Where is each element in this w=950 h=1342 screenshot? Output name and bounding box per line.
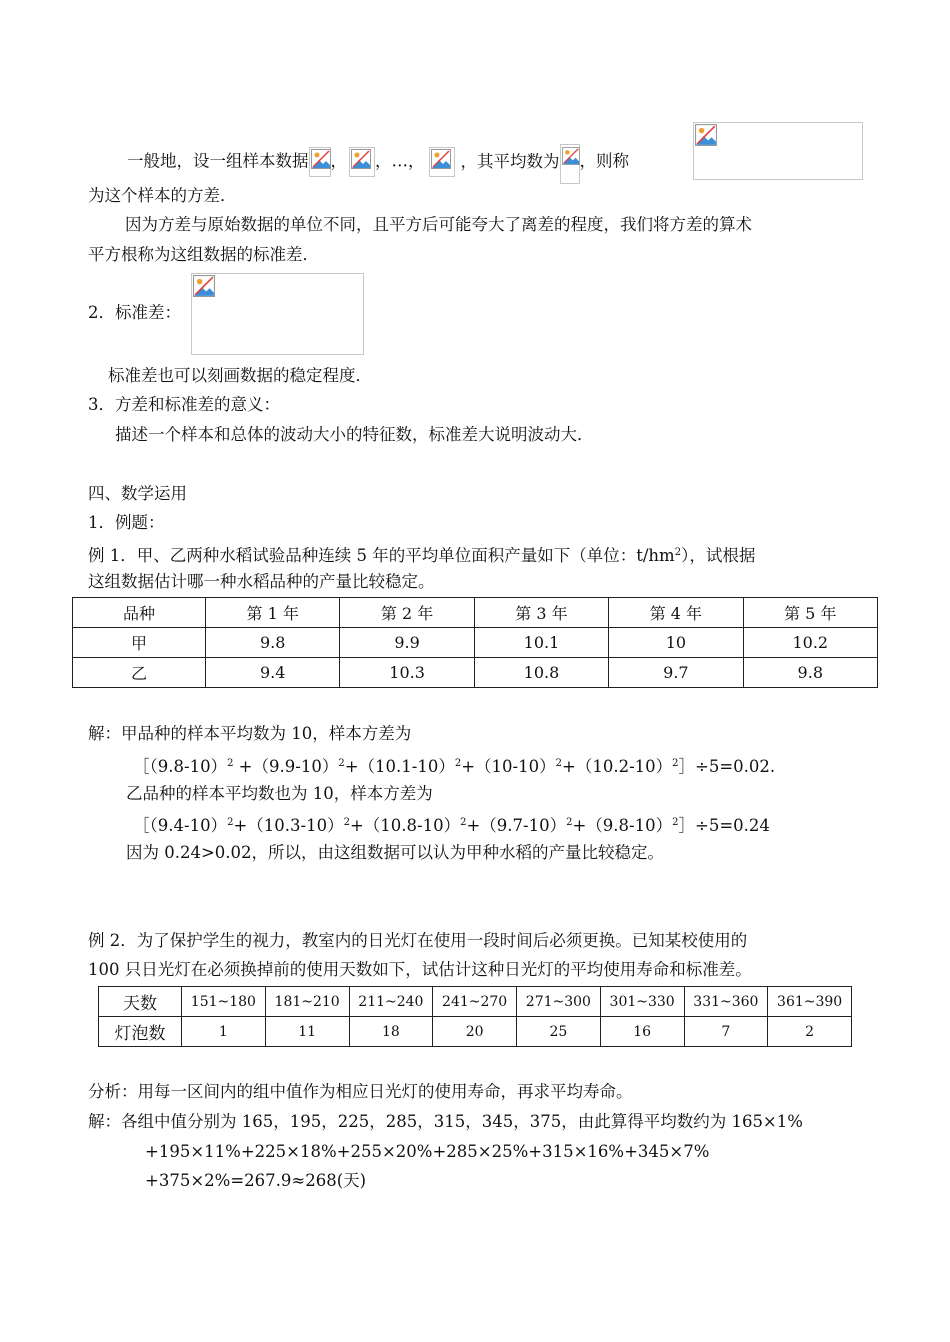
- table-cell: 1: [182, 1017, 266, 1047]
- example2-line-2: 100 只日光灯在必须换掉前的使用天数如下，试估计这种日光灯的平均使用寿命和标准差。: [88, 960, 752, 979]
- broken-image-icon: [695, 124, 717, 146]
- para2-line-1: 因为方差与原始数据的单位不同，且平方后可能夸大了离差的程度，我们将方差的算术: [125, 215, 752, 234]
- broken-image-icon: [560, 144, 580, 184]
- table-row: [73, 658, 878, 688]
- superscript: 2: [338, 758, 345, 769]
- superscript: 2: [566, 817, 573, 828]
- example1-sol-5: 因为 0.24>0.02，所以，由这组数据可以认为甲种水稻的产量比较稳定。: [126, 843, 665, 862]
- table-cell: 20: [433, 1017, 517, 1047]
- example2-analysis: 分析：用每一区间内的组中值作为相应日光灯的使用寿命，再求平均寿命。: [88, 1082, 633, 1101]
- superscript: 2: [343, 817, 350, 828]
- example2-sol-2: +195×11%+225×18%+255×20%+285×25%+315×16%+345×7%: [145, 1142, 710, 1161]
- superscript: 2: [460, 817, 467, 828]
- formula-part: +（10.2-10）: [562, 757, 673, 776]
- formula-part: ［（9.4-10）: [133, 816, 228, 835]
- table-header: 181~210: [265, 987, 349, 1017]
- table-cell: 11: [265, 1017, 349, 1047]
- table-cell: 9.8: [743, 658, 877, 688]
- table-header: 331~360: [684, 987, 768, 1017]
- formula-part: +（10.1-10）: [344, 757, 455, 776]
- stddev-formula-image: [191, 273, 364, 355]
- formula-part: +（9.9-10）: [233, 757, 339, 776]
- example2-sol-1: 解：各组中值分别为 165，195，225，285，315，345，375，由此算得平均数约为 165×1%: [88, 1112, 803, 1131]
- table-cell: 10: [609, 628, 743, 658]
- intro-text-2: ，其平均数为: [460, 151, 560, 171]
- section2-label: 2．标准差：: [88, 303, 181, 322]
- table-cell: 9.9: [340, 628, 474, 658]
- intro-line-1: [127, 140, 629, 184]
- table-header: 241~270: [433, 987, 517, 1017]
- formula-part: +（10-10）: [461, 757, 556, 776]
- para2-line-2: 平方根称为这组数据的标准差．: [88, 245, 319, 264]
- formula-part: +（10.8-10）: [349, 816, 461, 835]
- intro-line-2: 为这个样本的方差．: [88, 186, 237, 205]
- example1-line-2: 这组数据估计哪一种水稻品种的产量比较稳定。: [88, 572, 435, 591]
- example1-line-1a: 例 1．甲、乙两种水稻试验品种连续 5 年的平均单位面积产量如下（单位：t/hm: [88, 546, 675, 565]
- variance-formula-image: [693, 122, 863, 180]
- comma: ，: [330, 151, 347, 171]
- formula-part: +（9.8-10）: [572, 816, 673, 835]
- table-row: [99, 1017, 852, 1047]
- superscript: 2: [227, 817, 234, 828]
- table-cell: 7: [684, 1017, 768, 1047]
- formula-part: +（10.3-10）: [233, 816, 344, 835]
- example1-line-1: [88, 542, 755, 567]
- table-cell: 25: [517, 1017, 601, 1047]
- table-row: [73, 598, 878, 628]
- table-header: 第 1 年: [206, 598, 340, 628]
- example1-line-1b: ），试根据: [681, 546, 756, 565]
- table-header: 天数: [99, 987, 182, 1017]
- table-header: 品种: [73, 598, 206, 628]
- lamp-table: [98, 986, 852, 1047]
- section3-label: 3．方差和标准差的意义：: [88, 395, 280, 414]
- intro-text-1: 一般地，设一组样本数据: [127, 151, 309, 171]
- table-header: 361~390: [768, 987, 852, 1017]
- table-header: 211~240: [349, 987, 433, 1017]
- example1-sol-3: 乙品种的样本平均数也为 10，样本方差为: [126, 784, 433, 803]
- table-cell: 甲: [73, 628, 206, 658]
- broken-image-icon: [309, 147, 331, 177]
- yield-table: [72, 597, 878, 688]
- formula-part: ［（9.8-10）: [133, 757, 228, 776]
- superscript: 2: [674, 547, 682, 558]
- superscript: 2: [454, 758, 462, 769]
- formula-part: +（9.7-10）: [466, 816, 567, 835]
- comma: ，: [375, 151, 392, 171]
- broken-image-icon: [349, 147, 375, 177]
- table-cell: 9.4: [206, 658, 340, 688]
- table-cell: 9.7: [609, 658, 743, 688]
- table-cell: 9.8: [206, 628, 340, 658]
- section2-note: 标准差也可以刻画数据的稳定程度．: [108, 366, 372, 385]
- section4-sub: 1．例题：: [88, 513, 165, 532]
- table-header: 301~330: [600, 987, 684, 1017]
- example2-line-1: 例 2．为了保护学生的视力，教室内的日光灯在使用一段时间后必须更换。已知某校使用的: [88, 931, 748, 950]
- broken-image-icon: [429, 147, 455, 177]
- table-cell: 16: [600, 1017, 684, 1047]
- example1-sol-1: 解：甲品种的样本平均数为 10，样本方差为: [88, 724, 412, 743]
- example1-sol-2: [133, 753, 775, 778]
- table-cell: 10.1: [474, 628, 608, 658]
- table-row: [73, 628, 878, 658]
- table-cell: 10.8: [474, 658, 608, 688]
- table-header: 271~300: [517, 987, 601, 1017]
- table-header: 第 5 年: [743, 598, 877, 628]
- table-header: 第 4 年: [609, 598, 743, 628]
- table-header: 第 2 年: [340, 598, 474, 628]
- example1-sol-4: [133, 812, 770, 837]
- ellipsis: …: [391, 151, 408, 171]
- table-header: 151~180: [182, 987, 266, 1017]
- table-cell: 18: [349, 1017, 433, 1047]
- table-cell: 2: [768, 1017, 852, 1047]
- example2-sol-3: +375×2%=267.9≈268(天): [145, 1171, 367, 1190]
- formula-part: ］÷5=0.24: [678, 816, 770, 835]
- superscript: 2: [227, 758, 234, 769]
- section4-title: 四、数学运用: [88, 484, 187, 503]
- formula-part: ］÷5=0.02.: [678, 757, 776, 776]
- table-row: [99, 987, 852, 1017]
- table-cell: 乙: [73, 658, 206, 688]
- superscript: 2: [672, 758, 679, 769]
- table-cell: 10.3: [340, 658, 474, 688]
- section3-desc: 描述一个样本和总体的波动大小的特征数，标准差大说明波动大．: [115, 425, 594, 444]
- intro-text-3: ，则称: [579, 151, 629, 171]
- superscript: 2: [555, 758, 562, 769]
- comma: ，: [408, 151, 425, 171]
- table-header: 灯泡数: [99, 1017, 182, 1047]
- table-cell: 10.2: [743, 628, 877, 658]
- superscript: 2: [672, 817, 679, 828]
- table-header: 第 3 年: [474, 598, 608, 628]
- broken-image-icon: [193, 275, 215, 297]
